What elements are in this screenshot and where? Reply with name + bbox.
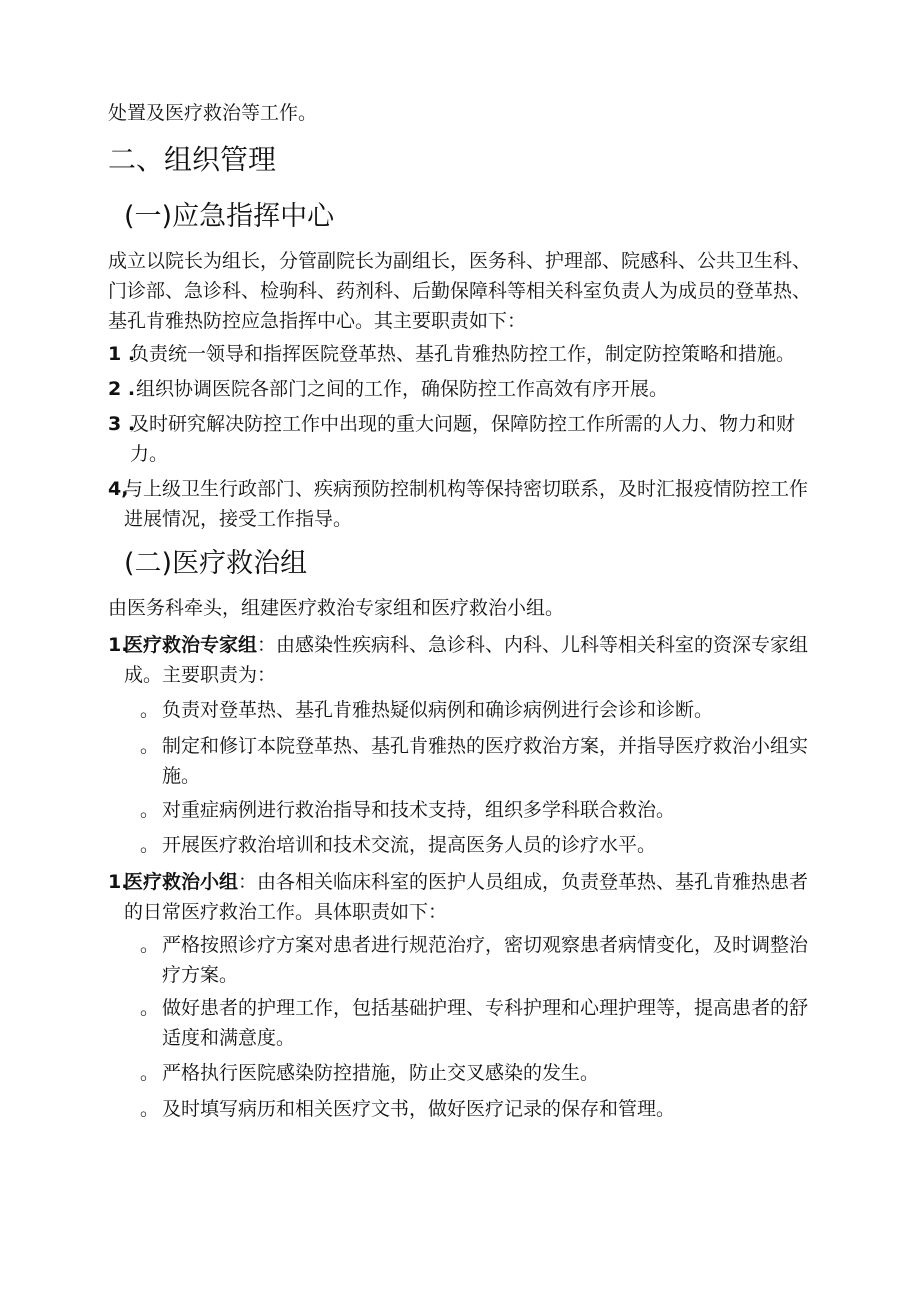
bullet-text: 及时填写病历和相关医疗文书，做好医疗记录的保存和管理。 (162, 1098, 676, 1120)
treatment-group-label: 医疗救治小组 (124, 871, 239, 893)
bullet-marker: 。 (140, 799, 160, 821)
bullet-text: 开展医疗救治培训和技术交流，提高医务人员的诊疗水平。 (162, 834, 657, 856)
expert-bullet-1 (140, 695, 812, 725)
bullet-marker: 。 (140, 997, 160, 1019)
duty-text: 及时研究解决防控工作中出现的重大问题，保障防控工作所需的人力、物力和财力。 (130, 413, 796, 465)
treatment-group-item (108, 867, 812, 927)
expert-group-label: 医疗救治专家组 (124, 634, 258, 656)
expert-bullet-3 (140, 795, 812, 825)
subsection-1-paragraph: 成立以院长为组长，分管副院长为副组长，医务科、护理部、院感科、公共卫生科、门诊部、急诊科、检驹科、药剂科、后勤保障科等相关科室负责人为成员的登革热、基孔肯雅热防控应急指挥中心。其主要职责如下： (108, 250, 812, 332)
duty-item-2 (108, 374, 812, 404)
treatment-bullet-1 (140, 930, 812, 990)
subsection-2-heading: (二)医疗救治组 (124, 548, 308, 579)
treatment-bullet-3 (140, 1058, 812, 1088)
bullet-text: 做好患者的护理工作，包括基础护理、专科护理和心理护理等，提高患者的舒适度和满意度。 (162, 997, 809, 1049)
section-2-heading: 二、组织管理 (108, 143, 277, 176)
duty-text: 与上级卫生行政部门、疾病预防控制机构等保持密切联系，及时汇报疫情防控工作进展情况，接受工作指导。 (124, 478, 809, 530)
duty-text: 负责统一领导和指挥医院登革热、基孔肯雅热防控工作，制定防控策略和措施。 (130, 343, 796, 365)
bullet-marker: 。 (140, 1062, 160, 1084)
treatment-group-number: 1. (108, 871, 129, 893)
duty-item-4 (108, 474, 812, 534)
expert-group-item (108, 630, 812, 690)
duty-number: 2 . (108, 378, 136, 400)
bullet-marker: 。 (140, 735, 160, 757)
bullet-marker: 。 (140, 834, 160, 856)
treatment-group-text: ：由各相关临床科室的医护人员组成，负责登革热、基孔肯雅热患者的日常医疗救治工作。具体职责如下： (124, 871, 809, 923)
expert-group-number: 1. (108, 634, 129, 656)
expert-bullet-4 (140, 830, 812, 860)
duty-number: 1 . (108, 343, 136, 365)
duty-item-3 (108, 409, 812, 469)
bullet-marker: 。 (140, 699, 160, 721)
bullet-marker: 。 (140, 934, 160, 956)
duty-number: 3 . (108, 413, 136, 435)
duty-number: 4, (108, 478, 129, 500)
bullet-text: 负责对登革热、基孔肯雅热疑似病例和确诊病例进行会诊和诊断。 (162, 699, 714, 721)
bullet-text: 对重症病例进行救治指导和技术支持，组织多学科联合救治。 (162, 799, 676, 821)
bullet-text: 制定和修订本院登革热、基孔肯雅热的医疗救治方案，并指导医疗救治小组实施。 (162, 735, 809, 787)
expert-group-text: ：由感染性疾病科、急诊科、内科、儿科等相关科室的资深专家组成。主要职责为： (124, 634, 809, 686)
intro-tail-paragraph: 处置及医疗救治等工作。 (108, 102, 318, 124)
duty-text: 组织协调医院各部门之间的工作，确保防控工作高效有序开展。 (136, 378, 669, 400)
bullet-text: 严格按照诊疗方案对患者进行规范治疗，密切观察患者病情变化，及时调整治疗方案。 (162, 934, 809, 986)
treatment-bullet-2 (140, 993, 812, 1053)
treatment-bullet-4 (140, 1094, 812, 1124)
duty-item-1 (108, 339, 812, 369)
expert-bullet-2 (140, 731, 812, 791)
subsection-2-paragraph: 由医务科牵头，组建医疗救治专家组和医疗救治小组。 (108, 597, 565, 619)
bullet-text: 严格执行医院感染防控措施，防止交叉感染的发生。 (162, 1062, 600, 1084)
subsection-1-heading: (一)应急指挥中心 (124, 201, 335, 232)
bullet-marker: 。 (140, 1098, 160, 1120)
